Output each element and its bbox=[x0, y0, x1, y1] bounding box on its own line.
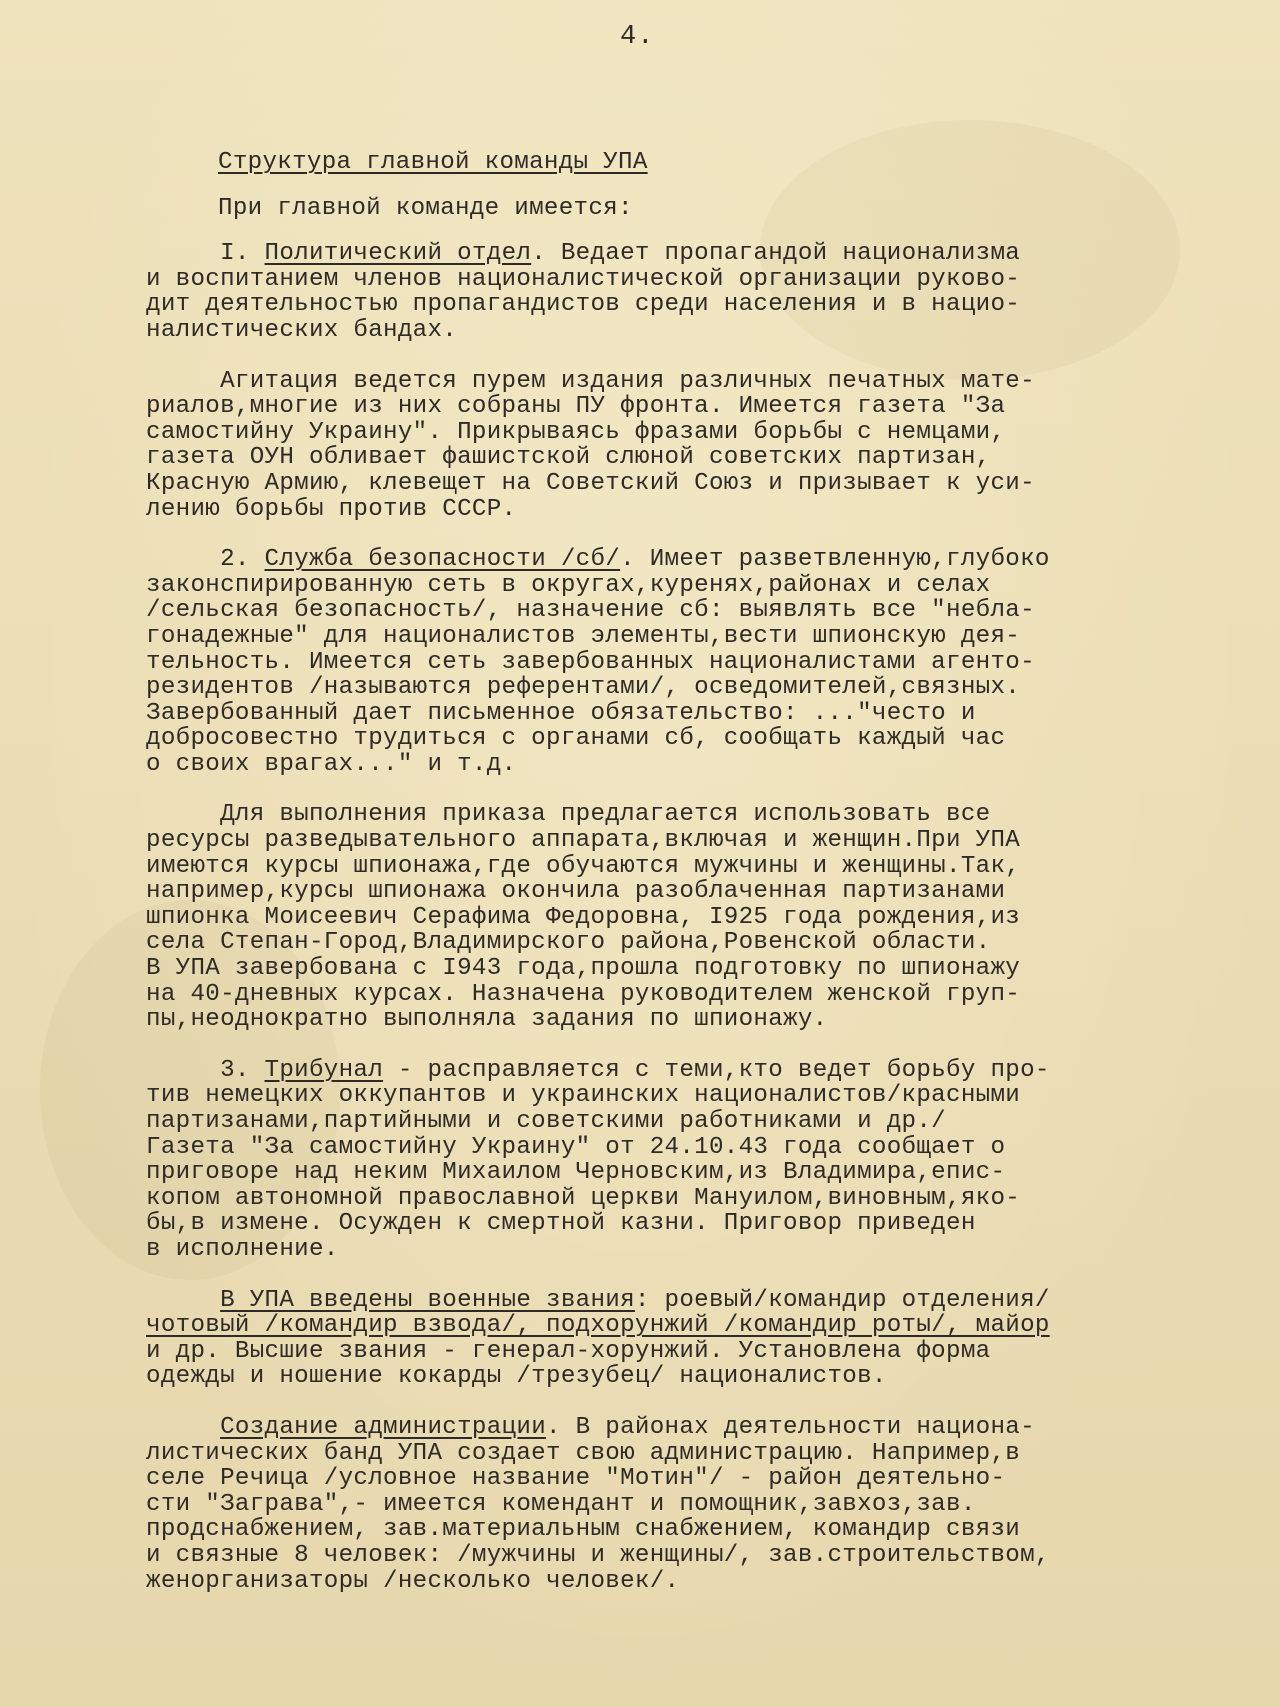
text-segment: тив немецких оккупантов и украинских националистов/красными bbox=[146, 1082, 1021, 1110]
text-line bbox=[146, 1364, 1226, 1390]
text-segment: и воспитанием членов националистической организации руково- bbox=[146, 265, 1021, 293]
text-line bbox=[146, 420, 1226, 446]
text-segment: . Ведает пропагандой национализма bbox=[531, 240, 1021, 268]
text-segment: одежды и ношение кокарды /трезубец/ националистов. bbox=[146, 1363, 887, 1391]
text-segment: приговоре над неким Михаилом Черновским,из Владимира,епис- bbox=[146, 1159, 1006, 1187]
text-line bbox=[146, 905, 1226, 931]
text-segment: женорганизаторы /несколько человек/. bbox=[146, 1567, 680, 1595]
text-segment: о своих врагах..." и т.д. bbox=[146, 750, 517, 778]
text-line bbox=[146, 1109, 1226, 1135]
text-line bbox=[146, 982, 1226, 1008]
text-line bbox=[146, 369, 1226, 395]
text-line bbox=[146, 1466, 1226, 1492]
text-segment: Завербованный дает письменное обязательство: ..."често и bbox=[146, 699, 976, 727]
text-line bbox=[146, 497, 1226, 523]
text-line bbox=[146, 547, 1226, 573]
section-heading: Структура главной команды УПА bbox=[218, 149, 648, 176]
text-line bbox=[146, 1339, 1226, 1365]
text-line bbox=[146, 1135, 1226, 1161]
text-line bbox=[146, 1313, 1226, 1339]
text-line bbox=[146, 675, 1226, 701]
text-line bbox=[146, 879, 1226, 905]
text-line bbox=[146, 701, 1226, 727]
text-segment: лению борьбы против СССР. bbox=[146, 495, 517, 523]
text-line bbox=[146, 1569, 1226, 1595]
text-line bbox=[146, 802, 1226, 828]
text-line bbox=[146, 828, 1226, 854]
underlined-text: Создание администрации bbox=[220, 1413, 547, 1441]
text-segment: и др. Высшие звания - генерал-хорунжий. Установлена форма bbox=[146, 1337, 991, 1365]
text-segment: пы,неоднократно выполняла задания по шпионажу. bbox=[146, 1006, 828, 1034]
text-segment: : роевый/командир отделения/ bbox=[634, 1286, 1050, 1314]
text-segment: листических банд УПА создает свою администрацию. Например,в bbox=[146, 1439, 1021, 1467]
text-segment: ресурсы разведывательного аппарата,включая и женщин.При УПА bbox=[146, 827, 1021, 855]
text-line bbox=[146, 267, 1226, 293]
text-segment: продснабжением, зав.материальным снабжением, командир связи bbox=[146, 1516, 1021, 1544]
text-segment: сти "Заграва",- имеется комендант и помощник,завхоз,зав. bbox=[146, 1490, 976, 1518]
text-segment bbox=[146, 1414, 220, 1441]
text-segment bbox=[146, 240, 220, 267]
text-line bbox=[146, 930, 1226, 956]
text-line bbox=[146, 650, 1226, 676]
text-line bbox=[146, 956, 1226, 982]
text-segment: /сельская безопасность/, назначение сб: выявлять все "небла- bbox=[146, 597, 1035, 625]
text-segment: например,курсы шпионажа окончила разоблаченная партизанами bbox=[146, 878, 1006, 906]
text-line bbox=[146, 624, 1226, 650]
text-segment: газета ОУН обливает фашистской слюной советских партизан, bbox=[146, 444, 991, 472]
text-segment: 2. bbox=[146, 546, 265, 574]
text-segment: партизанами,партийными и советскими работниками и др./ bbox=[146, 1108, 947, 1135]
text-line bbox=[146, 1288, 1226, 1314]
text-segment: риалов,многие из них собраны ПУ фронта. Имеется газета "За bbox=[146, 393, 1006, 421]
text-line bbox=[146, 1237, 1226, 1263]
paragraph bbox=[146, 1415, 1226, 1594]
text-segment: Для выполнения приказа предлагается использовать все bbox=[146, 801, 991, 829]
text-segment: гонадежные" для националистов элементы,вести шпионскую дея- bbox=[146, 622, 1021, 650]
paragraphs-container bbox=[146, 241, 1226, 1594]
paragraph bbox=[146, 547, 1226, 777]
text-line bbox=[146, 598, 1226, 624]
text-line bbox=[146, 1492, 1226, 1518]
text-segment: копом автономной православной церкви Мануилом,виновным,яко- bbox=[146, 1184, 1021, 1212]
underlined-text: чотовый /командир взвода/, подхорунжий /командир роты/, майор bbox=[146, 1312, 1050, 1340]
text-segment: шпионка Моисеевич Серафима Федоровна, I925 года рождения,из bbox=[146, 903, 1021, 931]
text-segment: Красную Армию, клевещет на Советский Союз и призывает к уси- bbox=[146, 469, 1035, 497]
text-segment: законспирированную сеть в округах,куренях,районах и селах bbox=[146, 571, 991, 599]
paragraph bbox=[146, 1288, 1226, 1390]
text-segment: 3. bbox=[146, 1056, 265, 1084]
text-line bbox=[146, 292, 1226, 318]
text-line bbox=[146, 752, 1226, 778]
text-line bbox=[146, 726, 1226, 752]
text-line bbox=[146, 241, 1226, 267]
paragraph bbox=[146, 369, 1226, 523]
underlined-text: Служба безопасности /сб/ bbox=[264, 546, 621, 574]
text-segment: на 40-дневных курсах. Назначена руководителем женской груп- bbox=[146, 980, 1021, 1008]
text-line bbox=[146, 573, 1226, 599]
paragraph bbox=[146, 802, 1226, 1032]
text-line bbox=[146, 1415, 1226, 1441]
text-segment: - расправляется с теми,кто ведет борьбу про- bbox=[383, 1056, 1050, 1084]
text-segment: резидентов /называются референтами/, осведомителей,связных. bbox=[146, 674, 1021, 702]
text-segment: имеются курсы шпионажа,где обучаются мужчины и женщины.Так, bbox=[146, 852, 1021, 880]
underlined-text: Трибунал bbox=[264, 1056, 384, 1084]
text-segment: I. bbox=[220, 240, 265, 268]
text-line bbox=[146, 1211, 1226, 1237]
text-segment: в исполнение. bbox=[146, 1235, 339, 1263]
text-line bbox=[146, 1441, 1226, 1467]
text-segment: села Степан-Город,Владимирского района,Ровенской области. bbox=[146, 929, 991, 957]
text-line bbox=[146, 854, 1226, 880]
text-line bbox=[146, 318, 1226, 344]
text-line bbox=[146, 394, 1226, 420]
text-segment bbox=[146, 1287, 220, 1314]
document-body bbox=[146, 150, 1226, 1619]
text-line bbox=[146, 1186, 1226, 1212]
text-line bbox=[146, 1517, 1226, 1543]
text-line bbox=[146, 445, 1226, 471]
intro-line: При главной команде имеется: bbox=[218, 194, 633, 222]
text-segment: . Имеет разветвленную,глубоко bbox=[620, 546, 1050, 574]
text-segment: добросовестно трудиться с органами сб, сообщать каждый час bbox=[146, 725, 1006, 753]
text-segment: селе Речица /условное название "Мотин"/ - район деятельно- bbox=[146, 1465, 1006, 1493]
text-segment: Газета "За самостийну Украину" от 24.10.43 года сообщает о bbox=[146, 1133, 1006, 1161]
text-line bbox=[146, 471, 1226, 497]
underlined-text: В УПА введены военные звания bbox=[220, 1286, 635, 1314]
text-segment: В УПА завербована с I943 года,прошла подготовку по шпионажу bbox=[146, 955, 1021, 983]
text-line bbox=[146, 1160, 1226, 1186]
text-segment: Агитация ведется пурем издания различных печатных мате- bbox=[146, 367, 1035, 395]
text-segment: дит деятельностью пропагандистов среди населения и в нацио- bbox=[146, 291, 1021, 319]
paragraph bbox=[146, 241, 1226, 343]
text-line bbox=[146, 1058, 1226, 1084]
text-line bbox=[146, 1083, 1226, 1109]
text-segment: бы,в измене. Осужден к смертной казни. Приговор приведен bbox=[146, 1210, 976, 1238]
text-line bbox=[146, 1007, 1226, 1033]
text-segment: самостийну Украину". Прикрываясь фразами борьбы с немцами, bbox=[146, 418, 1006, 446]
text-segment: . В районах деятельности национа- bbox=[546, 1413, 1035, 1441]
text-segment: и связные 8 человек: /мужчины и женщины/, зав.строительством, bbox=[146, 1541, 1050, 1569]
page-number: 4. bbox=[620, 22, 655, 52]
paragraph bbox=[146, 1058, 1226, 1263]
text-line bbox=[146, 1543, 1226, 1569]
underlined-text: Политический отдел bbox=[264, 240, 532, 268]
text-segment: налистических бандах. bbox=[146, 316, 458, 344]
text-segment: тельность. Имеется сеть завербованных националистами агенто- bbox=[146, 648, 1035, 676]
